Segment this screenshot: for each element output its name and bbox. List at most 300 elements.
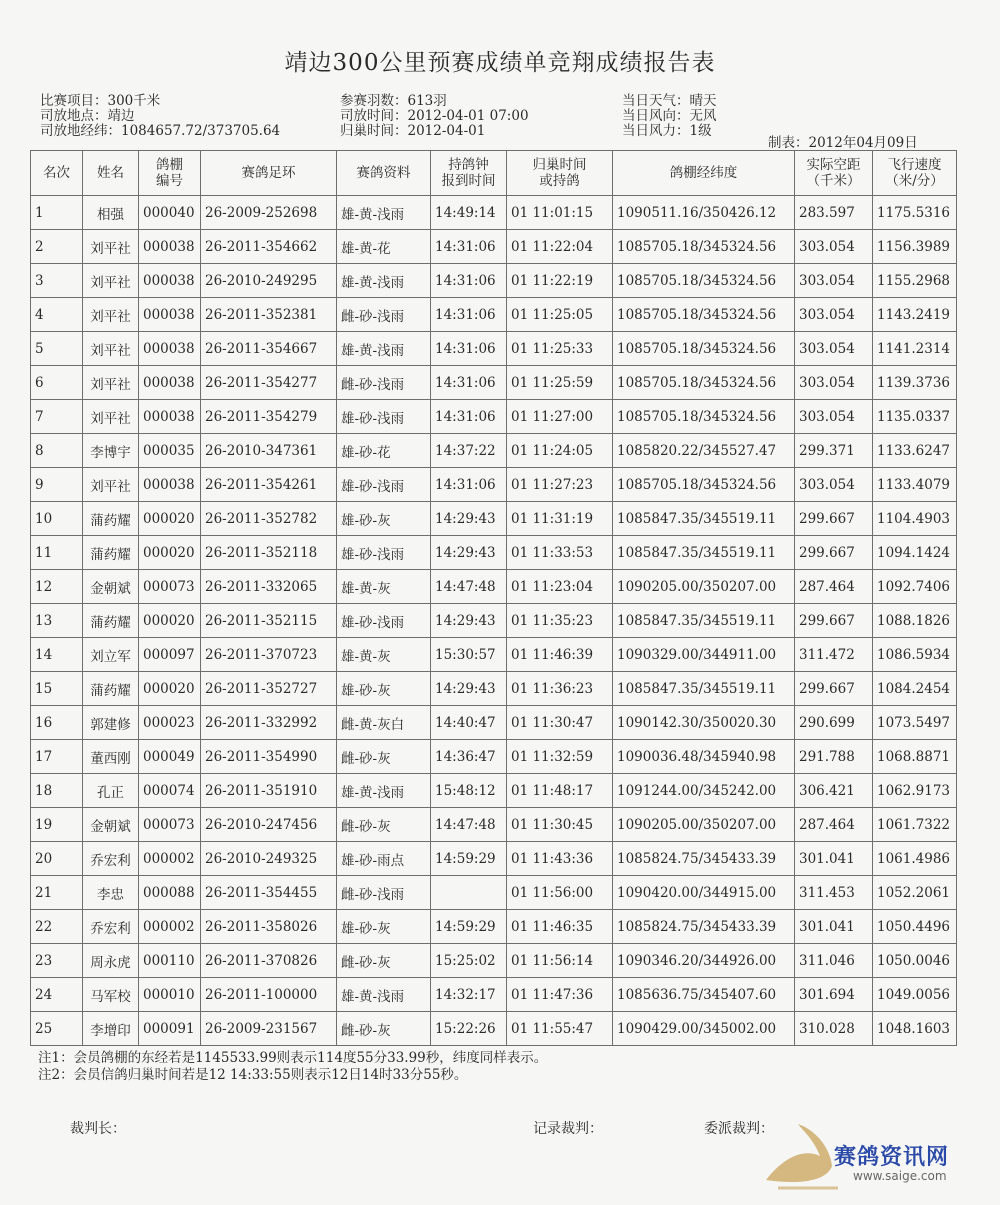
cell-speed: 1061.7322 [873, 808, 957, 842]
cell-return-time: 01 11:22:19 [507, 264, 613, 298]
cell-bird-info: 雄-砂-花 [337, 434, 431, 468]
cell-speed: 1133.6247 [873, 434, 957, 468]
cell-loft-coordinates: 1085820.22/345527.47 [613, 434, 795, 468]
cell-loft-id: 000020 [139, 604, 201, 638]
cell-clock-time: 14:31:06 [431, 332, 507, 366]
race-info-mid [340, 94, 529, 139]
table-row [31, 876, 957, 910]
cell-speed: 1073.5497 [873, 706, 957, 740]
cell-loft-id: 000038 [139, 366, 201, 400]
cell-loft-id: 000091 [139, 1012, 201, 1046]
cell-name: 蒲药耀 [83, 672, 139, 706]
table-row [31, 434, 957, 468]
cell-clock-time: 14:31:06 [431, 230, 507, 264]
cell-clock-time: 14:29:43 [431, 502, 507, 536]
cell-speed: 1088.1826 [873, 604, 957, 638]
cell-distance: 306.421 [795, 774, 873, 808]
cell-bird-info: 雄-黄-花 [337, 230, 431, 264]
cell-speed: 1068.8871 [873, 740, 957, 774]
watermark-text: 赛鸽资讯网 [834, 1145, 950, 1170]
cell-rank: 2 [31, 230, 83, 264]
cell-name: 刘平社 [83, 264, 139, 298]
column-header: 归巢时间 或持鸽 [507, 151, 613, 196]
cell-bird-info: 雌-砂-灰 [337, 1012, 431, 1046]
cell-return-time: 01 11:32:59 [507, 740, 613, 774]
table-row [31, 570, 957, 604]
cell-name: 蒲药耀 [83, 502, 139, 536]
chief-judge-label: 裁判长： [70, 1121, 126, 1137]
wind-force: 当日风力：1级 [622, 123, 712, 139]
cell-rank: 1 [31, 196, 83, 230]
table-body [31, 196, 957, 1046]
cell-speed: 1135.0337 [873, 400, 957, 434]
cell-speed: 1092.7406 [873, 570, 957, 604]
cell-loft-coordinates: 1090036.48/345940.98 [613, 740, 795, 774]
table-row [31, 536, 957, 570]
weather-info [622, 94, 717, 139]
cell-ring-number: 26-2011-354662 [201, 230, 337, 264]
cell-loft-id: 000038 [139, 264, 201, 298]
cell-speed: 1061.4986 [873, 842, 957, 876]
entry-count: 参赛羽数：613羽 [340, 93, 447, 109]
cell-loft-coordinates: 1085636.75/345407.60 [613, 978, 795, 1012]
table-row [31, 1012, 957, 1046]
cell-bird-info: 雌-砂-浅雨 [337, 366, 431, 400]
cell-loft-coordinates: 1085847.35/345519.11 [613, 536, 795, 570]
cell-loft-coordinates: 1090420.00/344915.00 [613, 876, 795, 910]
cell-clock-time: 15:48:12 [431, 774, 507, 808]
cell-loft-coordinates: 1085824.75/345433.39 [613, 842, 795, 876]
cell-loft-coordinates: 1090205.00/350207.00 [613, 570, 795, 604]
cell-loft-coordinates: 1090142.30/350020.30 [613, 706, 795, 740]
cell-name: 刘平社 [83, 230, 139, 264]
cell-return-time: 01 11:46:35 [507, 910, 613, 944]
cell-distance: 299.371 [795, 434, 873, 468]
table-row [31, 978, 957, 1012]
release-time: 司放时间：2012-04-01 07:00 [340, 108, 529, 124]
cell-loft-coordinates: 1085847.35/345519.11 [613, 604, 795, 638]
table-row [31, 196, 957, 230]
cell-loft-id: 000040 [139, 196, 201, 230]
cell-name: 蒲药耀 [83, 536, 139, 570]
cell-speed: 1139.3736 [873, 366, 957, 400]
cell-return-time: 01 11:56:00 [507, 876, 613, 910]
results-table [30, 150, 957, 1046]
cell-rank: 24 [31, 978, 83, 1012]
assigned-judge-label: 委派裁判： [704, 1121, 774, 1137]
cell-bird-info: 雄-砂-雨点 [337, 842, 431, 876]
cell-return-time: 01 11:27:23 [507, 468, 613, 502]
cell-speed: 1086.5934 [873, 638, 957, 672]
cell-rank: 22 [31, 910, 83, 944]
cell-name: 刘平社 [83, 400, 139, 434]
table-row [31, 910, 957, 944]
cell-speed: 1050.0046 [873, 944, 957, 978]
cell-rank: 5 [31, 332, 83, 366]
cell-loft-id: 000002 [139, 842, 201, 876]
cell-speed: 1141.2314 [873, 332, 957, 366]
table-row [31, 298, 957, 332]
cell-bird-info: 雄-砂-浅雨 [337, 604, 431, 638]
cell-loft-id: 000088 [139, 876, 201, 910]
cell-name: 刘平社 [83, 366, 139, 400]
cell-ring-number: 26-2011-352782 [201, 502, 337, 536]
cell-clock-time: 15:22:26 [431, 1012, 507, 1046]
cell-name: 刘平社 [83, 298, 139, 332]
cell-bird-info: 雄-黄-浅雨 [337, 774, 431, 808]
cell-speed: 1175.5316 [873, 196, 957, 230]
cell-loft-coordinates: 1085705.18/345324.56 [613, 400, 795, 434]
cell-name: 金朝斌 [83, 808, 139, 842]
table-row [31, 808, 957, 842]
cell-speed: 1049.0056 [873, 978, 957, 1012]
cell-clock-time: 14:40:47 [431, 706, 507, 740]
cell-bird-info: 雌-砂-浅雨 [337, 298, 431, 332]
cell-clock-time: 15:30:57 [431, 638, 507, 672]
cell-rank: 11 [31, 536, 83, 570]
cell-ring-number: 26-2009-252698 [201, 196, 337, 230]
cell-clock-time: 14:49:14 [431, 196, 507, 230]
cell-loft-coordinates: 1085705.18/345324.56 [613, 264, 795, 298]
cell-ring-number: 26-2011-358026 [201, 910, 337, 944]
table-row [31, 842, 957, 876]
cell-return-time: 01 11:24:05 [507, 434, 613, 468]
weather: 当日天气：晴天 [622, 93, 717, 109]
column-header: 鸽棚经纬度 [613, 151, 795, 196]
cell-speed: 1133.4079 [873, 468, 957, 502]
cell-return-time: 01 11:48:17 [507, 774, 613, 808]
cell-loft-id: 000038 [139, 332, 201, 366]
cell-ring-number: 26-2011-351910 [201, 774, 337, 808]
cell-loft-id: 000038 [139, 298, 201, 332]
cell-rank: 25 [31, 1012, 83, 1046]
cell-name: 蒲药耀 [83, 604, 139, 638]
cell-ring-number: 26-2011-352381 [201, 298, 337, 332]
cell-return-time: 01 11:31:19 [507, 502, 613, 536]
cell-clock-time: 14:29:43 [431, 536, 507, 570]
cell-return-time: 01 11:27:00 [507, 400, 613, 434]
cell-clock-time [431, 876, 507, 910]
cell-distance: 283.597 [795, 196, 873, 230]
cell-loft-id: 000023 [139, 706, 201, 740]
cell-loft-id: 000038 [139, 400, 201, 434]
cell-return-time: 01 11:46:39 [507, 638, 613, 672]
cell-speed: 1155.2968 [873, 264, 957, 298]
table-row [31, 230, 957, 264]
cell-loft-coordinates: 1090429.00/345002.00 [613, 1012, 795, 1046]
table-row [31, 366, 957, 400]
cell-ring-number: 26-2010-347361 [201, 434, 337, 468]
cell-bird-info: 雄-黄-灰 [337, 570, 431, 604]
cell-speed: 1052.2061 [873, 876, 957, 910]
table-row [31, 468, 957, 502]
column-header: 鸽棚 编号 [139, 151, 201, 196]
cell-name: 金朝斌 [83, 570, 139, 604]
column-header: 赛鸽足环 [201, 151, 337, 196]
notes [38, 1050, 547, 1084]
cell-ring-number: 26-2010-249325 [201, 842, 337, 876]
cell-bird-info: 雄-黄-浅雨 [337, 264, 431, 298]
cell-bird-info: 雄-黄-浅雨 [337, 978, 431, 1012]
cell-distance: 303.054 [795, 298, 873, 332]
cell-loft-coordinates: 1085705.18/345324.56 [613, 230, 795, 264]
cell-ring-number: 26-2011-354279 [201, 400, 337, 434]
cell-ring-number: 26-2011-332065 [201, 570, 337, 604]
cell-bird-info: 雄-砂-浅雨 [337, 400, 431, 434]
cell-distance: 299.667 [795, 502, 873, 536]
table-row [31, 332, 957, 366]
cell-return-time: 01 11:25:05 [507, 298, 613, 332]
table-row [31, 706, 957, 740]
column-header: 持鸽钟 报到时间 [431, 151, 507, 196]
cell-bird-info: 雄-砂-浅雨 [337, 468, 431, 502]
cell-rank: 9 [31, 468, 83, 502]
cell-rank: 13 [31, 604, 83, 638]
cell-rank: 7 [31, 400, 83, 434]
cell-name: 李忠 [83, 876, 139, 910]
cell-clock-time: 14:31:06 [431, 468, 507, 502]
cell-return-time: 01 11:30:45 [507, 808, 613, 842]
cell-clock-time: 14:47:48 [431, 570, 507, 604]
cell-return-time: 01 11:47:36 [507, 978, 613, 1012]
table-row [31, 740, 957, 774]
table-row [31, 638, 957, 672]
note-2: 注2：会员信鸽归巢时间若是12 14:33:55则表示12日14时33分55秒。 [38, 1067, 468, 1083]
cell-ring-number: 26-2010-249295 [201, 264, 337, 298]
cell-ring-number: 26-2011-352727 [201, 672, 337, 706]
column-header: 飞行速度 （米/分） [873, 151, 957, 196]
recorder-label: 记录裁判： [533, 1121, 603, 1137]
cell-loft-id: 000020 [139, 536, 201, 570]
cell-bird-info: 雄-黄-灰 [337, 638, 431, 672]
cell-clock-time: 14:31:06 [431, 264, 507, 298]
column-header: 姓名 [83, 151, 139, 196]
cell-rank: 23 [31, 944, 83, 978]
cell-distance: 299.667 [795, 672, 873, 706]
cell-ring-number: 26-2011-352118 [201, 536, 337, 570]
page-title: 靖边300公里预赛成绩单竞翔成绩报告表 [284, 50, 716, 76]
cell-return-time: 01 11:25:59 [507, 366, 613, 400]
cell-return-time: 01 11:23:04 [507, 570, 613, 604]
cell-speed: 1062.9173 [873, 774, 957, 808]
cell-loft-id: 000049 [139, 740, 201, 774]
cell-rank: 15 [31, 672, 83, 706]
cell-clock-time: 14:31:06 [431, 366, 507, 400]
cell-loft-id: 000002 [139, 910, 201, 944]
cell-name: 周永虎 [83, 944, 139, 978]
cell-rank: 12 [31, 570, 83, 604]
cell-ring-number: 26-2010-247456 [201, 808, 337, 842]
cell-loft-coordinates: 1090329.00/344911.00 [613, 638, 795, 672]
cell-loft-id: 000035 [139, 434, 201, 468]
cell-distance: 303.054 [795, 332, 873, 366]
cell-ring-number: 26-2011-354277 [201, 366, 337, 400]
cell-rank: 8 [31, 434, 83, 468]
cell-clock-time: 14:29:43 [431, 604, 507, 638]
cell-loft-coordinates: 1085847.35/345519.11 [613, 672, 795, 706]
cell-distance: 299.667 [795, 604, 873, 638]
cell-name: 董西刚 [83, 740, 139, 774]
cell-clock-time: 14:59:29 [431, 910, 507, 944]
cell-return-time: 01 11:43:36 [507, 842, 613, 876]
wind-direction: 当日风向：无风 [622, 108, 717, 124]
cell-distance: 301.694 [795, 978, 873, 1012]
cell-loft-coordinates: 1085705.18/345324.56 [613, 468, 795, 502]
cell-return-time: 01 11:56:14 [507, 944, 613, 978]
cell-ring-number: 26-2011-332992 [201, 706, 337, 740]
race-event: 比赛项目：300千米 [40, 93, 161, 109]
cell-loft-coordinates: 1085705.18/345324.56 [613, 366, 795, 400]
cell-bird-info: 雌-砂-灰 [337, 944, 431, 978]
cell-loft-coordinates: 1085824.75/345433.39 [613, 910, 795, 944]
cell-clock-time: 14:36:47 [431, 740, 507, 774]
cell-bird-info: 雄-黄-浅雨 [337, 196, 431, 230]
cell-rank: 18 [31, 774, 83, 808]
cell-loft-id: 000110 [139, 944, 201, 978]
cell-bird-info: 雌-砂-灰 [337, 808, 431, 842]
cell-rank: 21 [31, 876, 83, 910]
cell-loft-id: 000073 [139, 808, 201, 842]
cell-return-time: 01 11:22:04 [507, 230, 613, 264]
release-coordinates: 司放地经纬：1084657.72/373705.64 [40, 123, 281, 139]
cell-ring-number: 26-2011-370826 [201, 944, 337, 978]
cell-name: 刘平社 [83, 468, 139, 502]
cell-bird-info: 雄-砂-灰 [337, 672, 431, 706]
cell-return-time: 01 11:01:15 [507, 196, 613, 230]
cell-clock-time: 14:31:06 [431, 298, 507, 332]
watermark [758, 1118, 980, 1198]
cell-rank: 17 [31, 740, 83, 774]
note-1: 注1：会员鸽棚的东经若是1145533.99则表示114度55分33.99秒，纬度同样表示。 [38, 1050, 548, 1066]
watermark-url: www.saige.com [853, 1169, 947, 1183]
table-header-row [31, 151, 957, 196]
cell-loft-id: 000020 [139, 672, 201, 706]
cell-return-time: 01 11:25:33 [507, 332, 613, 366]
cell-loft-coordinates: 1090346.20/344926.00 [613, 944, 795, 978]
cell-ring-number: 26-2011-354455 [201, 876, 337, 910]
cell-clock-time: 14:29:43 [431, 672, 507, 706]
cell-distance: 303.054 [795, 264, 873, 298]
cell-bird-info: 雌-砂-浅雨 [337, 876, 431, 910]
cell-distance: 303.054 [795, 468, 873, 502]
cell-loft-coordinates: 1085705.18/345324.56 [613, 298, 795, 332]
cell-loft-coordinates: 1085847.35/345519.11 [613, 502, 795, 536]
cell-name: 李增印 [83, 1012, 139, 1046]
cell-distance: 311.453 [795, 876, 873, 910]
cell-loft-coordinates: 1085705.18/345324.56 [613, 332, 795, 366]
cell-ring-number: 26-2011-354261 [201, 468, 337, 502]
cell-ring-number: 26-2011-370723 [201, 638, 337, 672]
cell-clock-time: 14:31:06 [431, 400, 507, 434]
column-header: 名次 [31, 151, 83, 196]
table-row [31, 774, 957, 808]
cell-loft-id: 000097 [139, 638, 201, 672]
release-location: 司放地点：靖边 [40, 108, 135, 124]
cell-bird-info: 雌-黄-灰白 [337, 706, 431, 740]
cell-bird-info: 雄-砂-浅雨 [337, 536, 431, 570]
cell-return-time: 01 11:30:47 [507, 706, 613, 740]
column-header: 实际空距 （千米） [795, 151, 873, 196]
cell-distance: 299.667 [795, 536, 873, 570]
table-row [31, 400, 957, 434]
cell-rank: 3 [31, 264, 83, 298]
cell-rank: 4 [31, 298, 83, 332]
cell-bird-info: 雌-砂-灰 [337, 740, 431, 774]
cell-distance: 287.464 [795, 808, 873, 842]
cell-name: 孔正 [83, 774, 139, 808]
cell-distance: 301.041 [795, 842, 873, 876]
cell-name: 刘立军 [83, 638, 139, 672]
cell-ring-number: 26-2009-231567 [201, 1012, 337, 1046]
cell-loft-id: 000020 [139, 502, 201, 536]
cell-rank: 10 [31, 502, 83, 536]
cell-ring-number: 26-2011-352115 [201, 604, 337, 638]
cell-speed: 1084.2454 [873, 672, 957, 706]
cell-bird-info: 雄-砂-灰 [337, 502, 431, 536]
cell-ring-number: 26-2011-100000 [201, 978, 337, 1012]
cell-rank: 14 [31, 638, 83, 672]
race-info-left [40, 94, 280, 139]
cell-name: 乔宏利 [83, 910, 139, 944]
cell-name: 刘平社 [83, 332, 139, 366]
cell-distance: 290.699 [795, 706, 873, 740]
cell-name: 李博宇 [83, 434, 139, 468]
cell-ring-number: 26-2011-354667 [201, 332, 337, 366]
cell-name: 相强 [83, 196, 139, 230]
cell-rank: 20 [31, 842, 83, 876]
cell-distance: 287.464 [795, 570, 873, 604]
cell-distance: 311.046 [795, 944, 873, 978]
cell-distance: 311.472 [795, 638, 873, 672]
cell-loft-id: 000038 [139, 468, 201, 502]
cell-speed: 1156.3989 [873, 230, 957, 264]
cell-speed: 1094.1424 [873, 536, 957, 570]
cell-speed: 1050.4496 [873, 910, 957, 944]
cell-return-time: 01 11:55:47 [507, 1012, 613, 1046]
cell-loft-id: 000074 [139, 774, 201, 808]
cell-speed: 1048.1603 [873, 1012, 957, 1046]
cell-bird-info: 雄-砂-灰 [337, 910, 431, 944]
made-by-date: 制表：2012年04月09日 [768, 135, 918, 151]
cell-loft-coordinates: 1090205.00/350207.00 [613, 808, 795, 842]
cell-rank: 16 [31, 706, 83, 740]
cell-loft-coordinates: 1091244.00/345242.00 [613, 774, 795, 808]
cell-clock-time: 15:25:02 [431, 944, 507, 978]
table-row [31, 944, 957, 978]
cell-distance: 303.054 [795, 400, 873, 434]
cell-loft-coordinates: 1090511.16/350426.12 [613, 196, 795, 230]
cell-rank: 6 [31, 366, 83, 400]
cell-speed: 1104.4903 [873, 502, 957, 536]
cell-clock-time: 14:59:29 [431, 842, 507, 876]
cell-name: 郭建修 [83, 706, 139, 740]
cell-clock-time: 14:32:17 [431, 978, 507, 1012]
table-row [31, 672, 957, 706]
cell-return-time: 01 11:36:23 [507, 672, 613, 706]
cell-ring-number: 26-2011-354990 [201, 740, 337, 774]
return-date: 归巢时间：2012-04-01 [340, 123, 486, 139]
cell-distance: 310.028 [795, 1012, 873, 1046]
cell-name: 乔宏利 [83, 842, 139, 876]
cell-distance: 291.788 [795, 740, 873, 774]
cell-clock-time: 14:47:48 [431, 808, 507, 842]
cell-clock-time: 14:37:22 [431, 434, 507, 468]
cell-return-time: 01 11:35:23 [507, 604, 613, 638]
cell-distance: 303.054 [795, 366, 873, 400]
cell-speed: 1143.2419 [873, 298, 957, 332]
cell-distance: 303.054 [795, 230, 873, 264]
table-row [31, 604, 957, 638]
